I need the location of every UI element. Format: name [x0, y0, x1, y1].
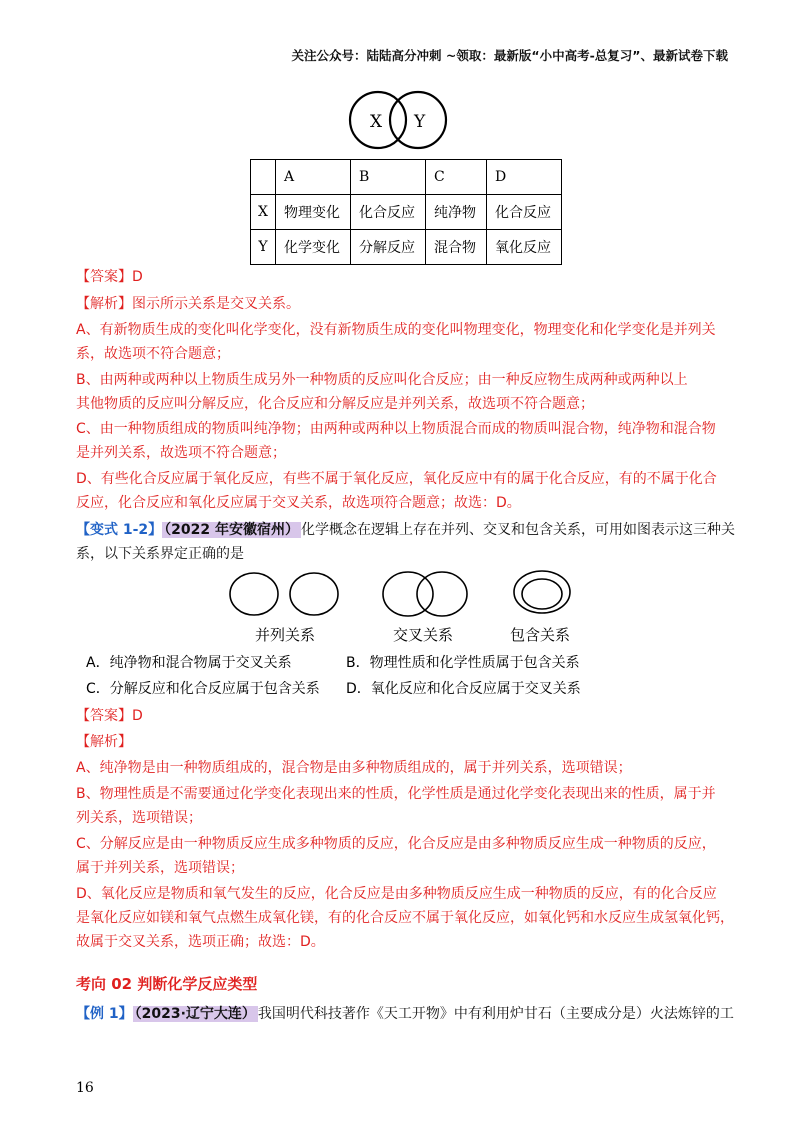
- venn-diagram-xy: [346, 88, 450, 152]
- answer-value: D: [132, 708, 143, 724]
- q1-line: 反应，化合反应和氧化反应属于交叉关系，故选项符合题意；故选：D。: [76, 495, 521, 511]
- relation-table: [250, 159, 562, 265]
- answer-tag: 【答案】: [76, 708, 132, 724]
- table-row: [251, 195, 562, 230]
- q1-analysis: [76, 294, 300, 314]
- q2-line: B、物理性质是不需要通过化学变化表现出来的性质，化学性质是通过化学变化表现出来的性质，属于并: [76, 786, 716, 802]
- q1-line: C、由一种物质组成的物质叫纯净物；由两种或两种以上物质混合而成的物质叫混合物，纯净物和混合物: [76, 421, 716, 437]
- question-tag: 【例 1】: [76, 1006, 133, 1022]
- table-row: [251, 230, 562, 265]
- q1-line: D、有些化合反应属于氧化反应，有些不属于氧化反应，氧化反应中有的属于化合反应，有的不属于化合: [76, 471, 717, 487]
- table-header-row: [251, 160, 562, 195]
- q1-line: 是并列关系，故选项不符合题意；: [76, 445, 286, 461]
- question-stem: 我国明代科技著作《天工开物》中有利用炉甘石（主要成分是）火法炼锌的工: [257, 1006, 734, 1022]
- q2-line: 是氧化反应如镁和氧气点燃生成氧化镁，有的化合反应不属于氧化反应，如氧化钙和水反应生成氢氧化钙，: [76, 910, 734, 926]
- table-cell: D: [487, 160, 562, 195]
- table-cell: C: [426, 160, 487, 195]
- table-cell: Y: [251, 230, 276, 265]
- table-cell: B: [351, 160, 426, 195]
- table-cell: 化合反应: [351, 195, 426, 230]
- q2-line: 属于并列关系，选项错误；: [76, 860, 244, 876]
- venn-label-y: Y: [414, 112, 426, 132]
- q1-line: 其他物质的反应叫分解反应，化合反应和分解反应是并列关系，故选项不符合题意；: [76, 396, 594, 412]
- answer-value: D: [132, 269, 143, 285]
- table-cell: A: [276, 160, 351, 195]
- cross-venn: [383, 572, 467, 616]
- venn-label-x: X: [370, 112, 383, 132]
- containment-venn: [514, 571, 570, 613]
- q1-line: B、由两种或两种以上物质生成另外一种物质的反应叫化合反应；由一种反应物生成两种或两种以上: [76, 372, 688, 388]
- venn-label-cross: 交叉关系: [393, 626, 454, 644]
- table-cell: 化学变化: [276, 230, 351, 265]
- options-row: [86, 653, 580, 673]
- question-source: （2023·辽宁大连）: [134, 1006, 256, 1022]
- relation-venn-diagrams: [226, 566, 586, 622]
- analysis-intro: 图示所示关系是交叉关系。: [132, 296, 300, 312]
- table-cell: 氧化反应: [487, 230, 562, 265]
- question-source: （2022 年安徽宿州）: [164, 522, 300, 538]
- q1-line: A、有新物质生成的变化叫化学变化，没有新物质生成的变化叫物理变化，物理变化和化学变化是并列关: [76, 322, 716, 338]
- q1-answer: [76, 267, 143, 287]
- table-cell: 分解反应: [351, 230, 426, 265]
- options-row: [86, 679, 581, 699]
- q2-analysis-tag: 【解析】: [76, 734, 132, 750]
- table-cell: [251, 160, 276, 195]
- venn-label-parallel: 并列关系: [255, 626, 316, 644]
- page-number: 16: [76, 1080, 94, 1096]
- parallel-venn: [230, 573, 338, 615]
- answer-tag: 【答案】: [76, 269, 132, 285]
- q1-line: 系，故选项不符合题意；: [76, 346, 230, 362]
- question-tag: 【变式 1-2】: [76, 522, 163, 538]
- question-stem: 化学概念在逻辑上存在并列、交叉和包含关系，可用如图表示这三种关: [301, 522, 736, 538]
- q2-stem: [76, 520, 735, 540]
- option-d[interactable]: D．氧化反应和化合反应属于交叉关系: [346, 681, 581, 697]
- analysis-tag: 【解析】: [76, 296, 132, 312]
- option-a[interactable]: A．纯净物和混合物属于交叉关系: [86, 655, 292, 671]
- q2-line: A、纯净物是由一种物质组成的，混合物是由多种物质组成的，属于并列关系，选项错误；: [76, 760, 632, 776]
- q2-answer: [76, 706, 143, 726]
- table-cell: X: [251, 195, 276, 230]
- q2-stem-line2: 系，以下关系界定正确的是: [76, 546, 244, 562]
- table-cell: 混合物: [426, 230, 487, 265]
- venn-label-contain: 包含关系: [510, 626, 571, 644]
- table-cell: 化合反应: [487, 195, 562, 230]
- q3-stem: [76, 1004, 734, 1024]
- table-cell: 物理变化: [276, 195, 351, 230]
- option-c[interactable]: C．分解反应和化合反应属于包含关系: [86, 681, 320, 697]
- page-header: 关注公众号：陆陆高分冲刺 ~领取：最新版“小中高考-总复习”、最新试卷下载: [291, 48, 728, 63]
- q2-line: D、氧化反应是物质和氧气发生的反应，化合反应是由多种物质反应生成一种物质的反应，有的化合反应: [76, 886, 717, 902]
- table-cell: 纯净物: [426, 195, 487, 230]
- section-title: 考向 02 判断化学反应类型: [76, 975, 258, 993]
- q2-line: 列关系，选项错误；: [76, 810, 202, 826]
- option-b[interactable]: B．物理性质和化学性质属于包含关系: [346, 655, 580, 671]
- q2-line: 故属于交叉关系，选项正确；故选：D。: [76, 934, 325, 950]
- q2-line: C、分解反应是由一种物质反应生成多种物质的反应，化合反应是由多种物质反应生成一种物质的反应，: [76, 836, 716, 852]
